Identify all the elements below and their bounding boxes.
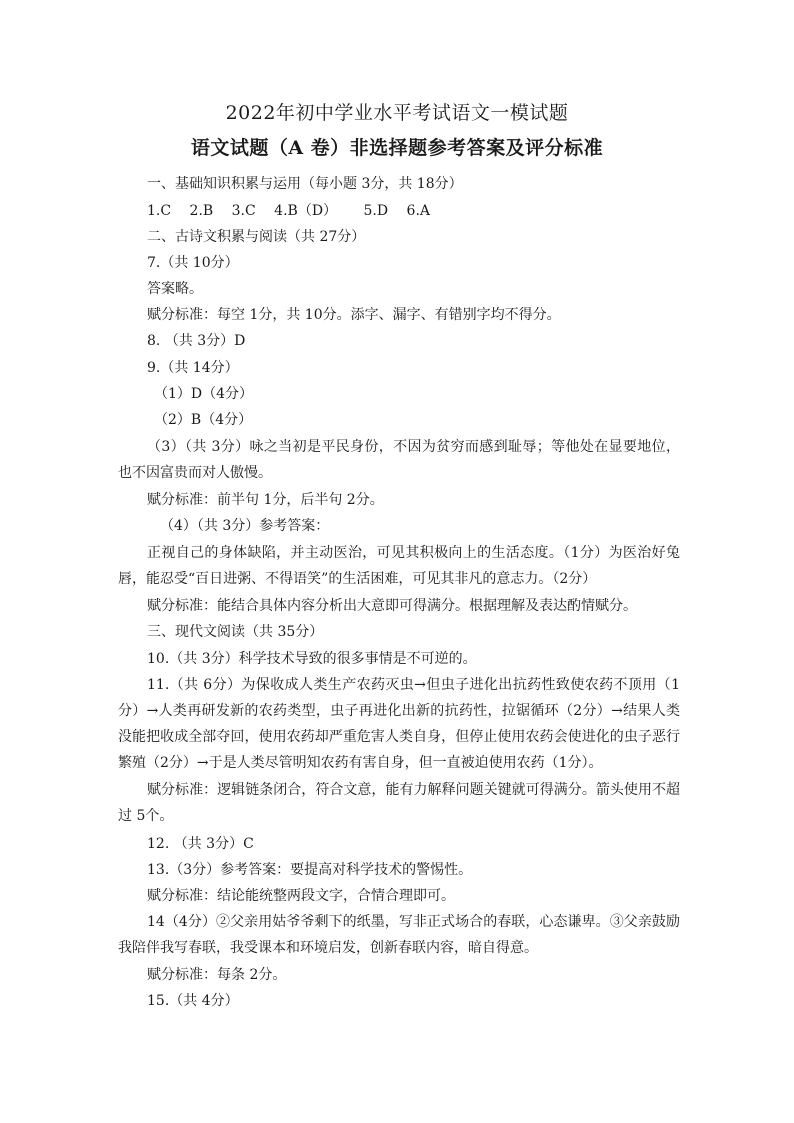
q12-answer: 12. （共 3分）C bbox=[147, 836, 254, 852]
section-2-heading: 二、古诗文积累与阅读（共 27分） bbox=[147, 229, 366, 245]
q11-answer: 11.（共 6分）为保收成人类生产农药灭虫→但虫子进化出抗药性致使农药不顶用（1分）→人类再研发新的农药类型，虫子再进化出新的抗药性，拉锯循环（2分）→结果人类没能把收成全部夺回，使用农药却严重危害人类自身，但停止使用农药会使进化的虫子恶行繁殖（2分）→于是人类尽管明知农药有害自身，但一直被迫使用农药（1分）。 bbox=[118, 677, 680, 771]
answer-1: 1.C bbox=[147, 203, 172, 219]
q9-2-answer: （2）B（4分） bbox=[154, 412, 253, 428]
q14-score: 赋分标准：每条 2分。 bbox=[147, 967, 287, 983]
q9-heading: 9.（共 14分） bbox=[147, 360, 239, 376]
q13-answer: 13.（3分）参考答案：要提高对科学技术的警惕性。 bbox=[147, 862, 473, 878]
q9-4-heading: （4）（共 3分）参考答案： bbox=[160, 518, 330, 534]
q15-heading: 15.（共 4分） bbox=[147, 993, 239, 1009]
answer-3: 3.C bbox=[231, 203, 256, 219]
q7-answer: 答案略。 bbox=[147, 281, 203, 297]
mc-answers bbox=[147, 201, 444, 221]
q11-score: 赋分标准：逻辑链条闭合，符合文意，能有力解释问题关键就可得满分。箭头使用不超过 5个。 bbox=[118, 782, 680, 824]
section-1-heading: 一、基础知识积累与运用（每小题 3分，共 18分） bbox=[147, 176, 463, 192]
q13-score: 赋分标准：结论能统整两段文字，合情合理即可。 bbox=[147, 888, 455, 904]
q10-answer: 10.（共 3分）科学技术导致的很多事情是不可逆的。 bbox=[147, 651, 477, 667]
document-title: 2022年初中学业水平考试语文一模试题 bbox=[225, 102, 569, 124]
q9-3-score: 赋分标准：前半句 1分，后半句 2分。 bbox=[147, 492, 384, 508]
q9-4-score: 赋分标准：能结合具体内容分析出大意即可得满分。根据理解及表达酌情赋分。 bbox=[147, 598, 637, 614]
q8-answer: 8. （共 3分）D bbox=[147, 333, 246, 349]
q9-4-answer: 正视自己的身体缺陷，并主动医治，可见其积极向上的生活态度。（1分）为医治好兔唇，能忍受“百日进粥、不得语笑”的生活困难，可见其非凡的意志力。（2分） bbox=[118, 545, 680, 587]
q9-1-answer: （1）D（4分） bbox=[154, 386, 254, 402]
q14-answer: 14（4分）②父亲用姑爷爷剩下的纸墨，写非正式场合的春联，心态谦卑。③父亲鼓励我陪伴我写春联，我受课本和环境启发，创新春联内容，暗自得意。 bbox=[118, 914, 680, 956]
q9-3-answer: （3）（共 3分）咏之当初是平民身份，不因为贫穷而感到耻辱；等他处在显要地位，也不因富贵而对人傲慢。 bbox=[118, 439, 680, 481]
answer-4: 4.B（D） bbox=[274, 203, 338, 219]
q7-heading: 7.（共 10分） bbox=[147, 255, 239, 271]
answer-5: 5.D bbox=[363, 203, 389, 219]
document-subtitle: 语文试题（A 卷）非选择题参考答案及评分标准 bbox=[190, 137, 604, 159]
answer-6: 6.A bbox=[406, 203, 431, 219]
q7-score: 赋分标准：每空 1分，共 10分。添字、漏字、有错别字均不得分。 bbox=[147, 307, 561, 323]
answer-2: 2.B bbox=[189, 203, 214, 219]
section-3-heading: 三、现代文阅读（共 35分） bbox=[147, 624, 324, 640]
